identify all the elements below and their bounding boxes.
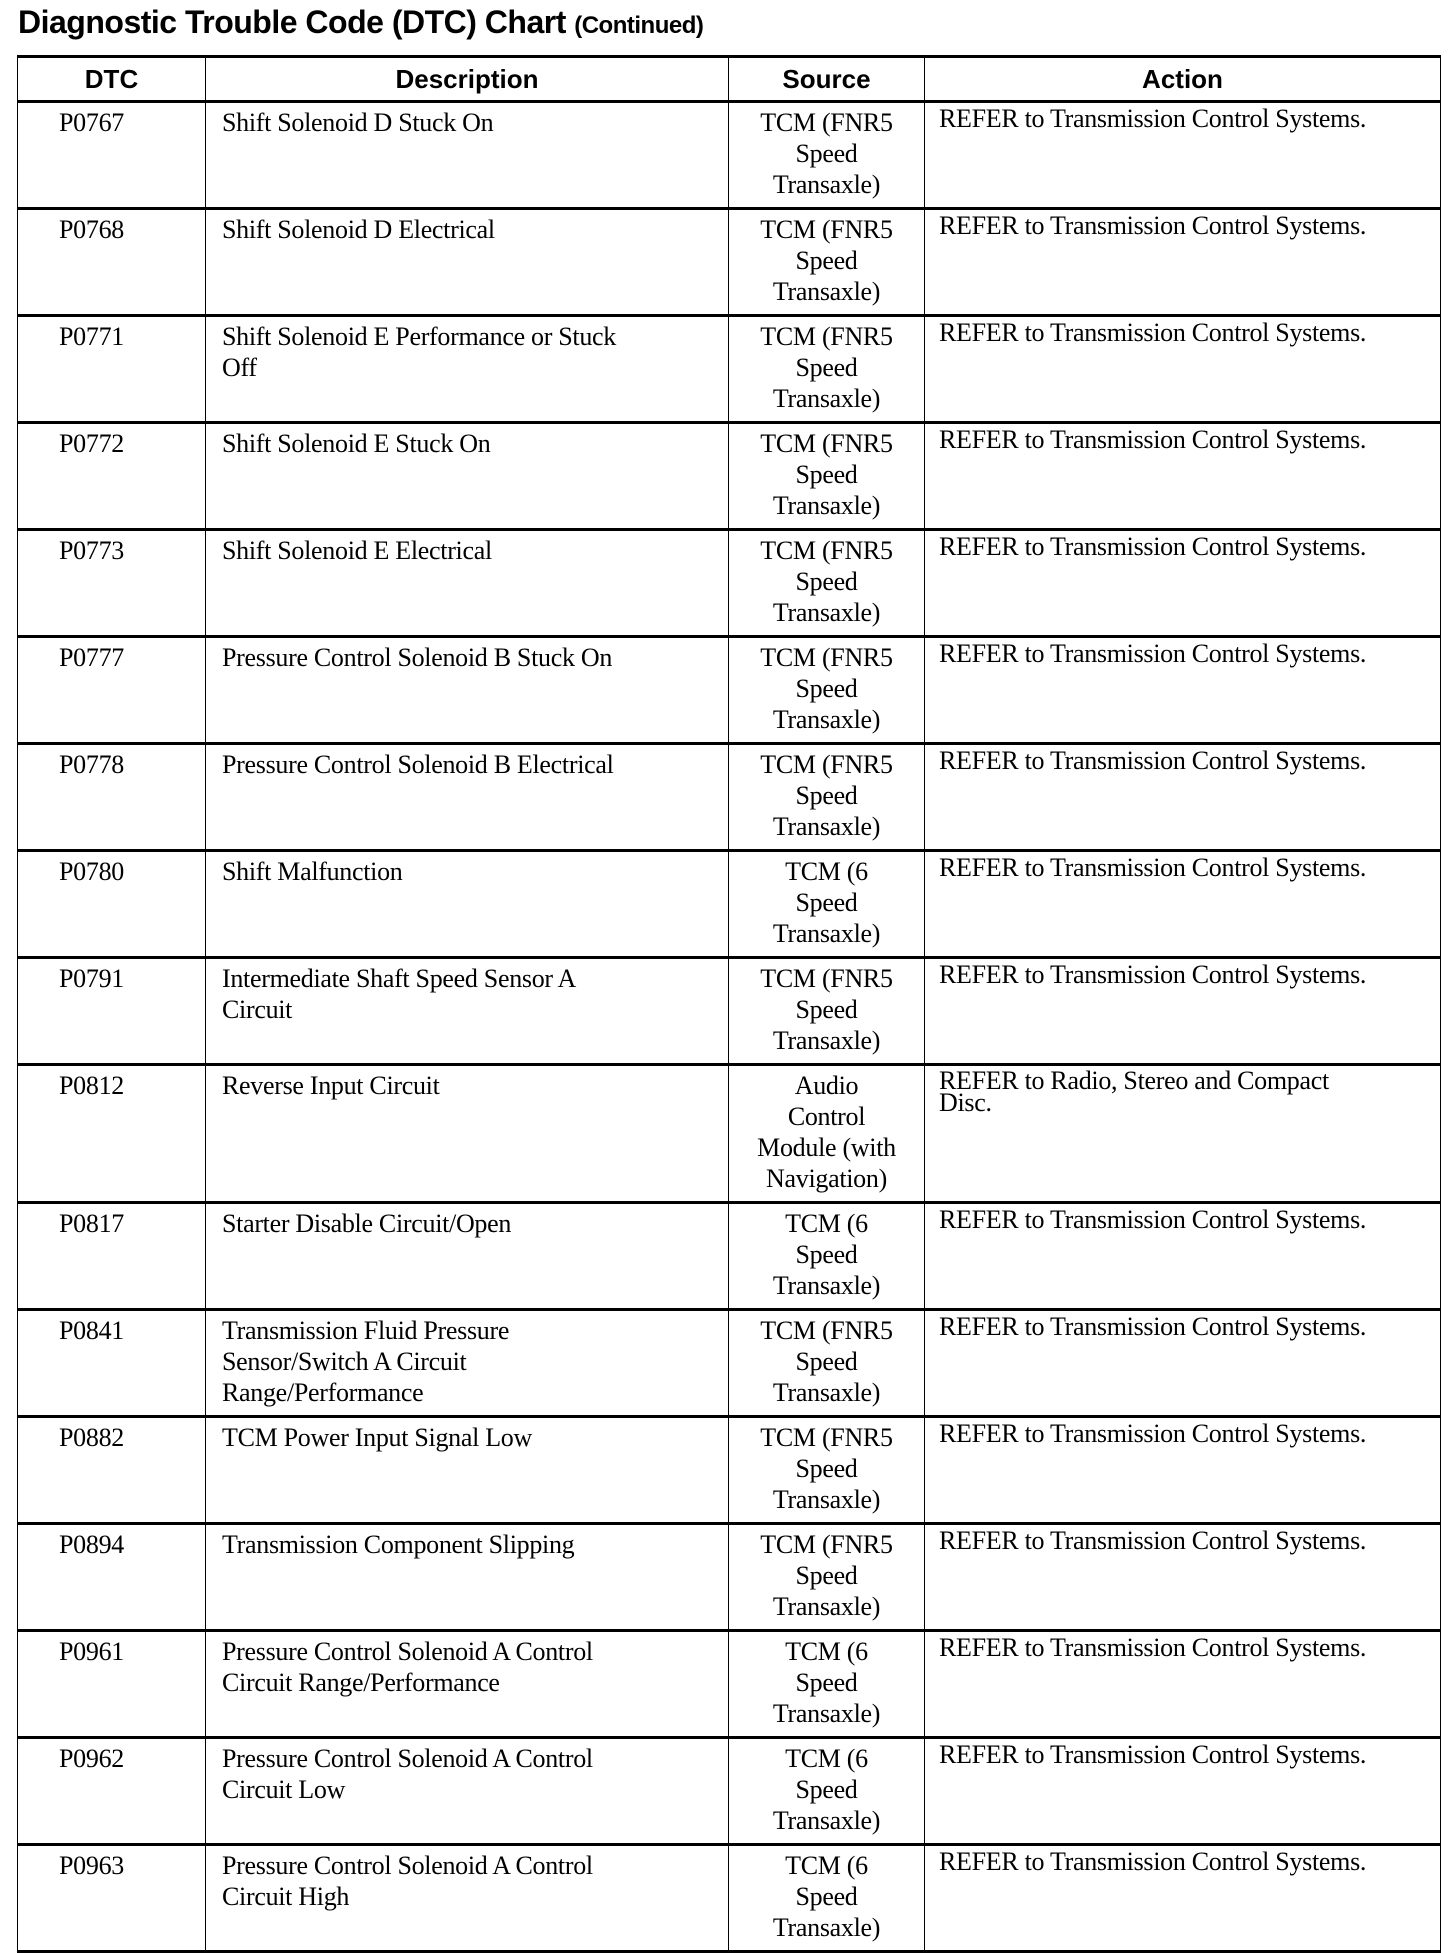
dtc-cell: P0767 (18, 102, 206, 209)
dtc-cell: P0778 (18, 744, 206, 851)
description-cell: Starter Disable Circuit/Open (206, 1203, 729, 1310)
source-cell: TCM (6 Speed Transaxle) (729, 1738, 925, 1845)
source-cell: TCM (FNR5 Speed Transaxle) (729, 637, 925, 744)
description-cell: Shift Solenoid D Stuck On (206, 102, 729, 209)
action-cell: REFER to Transmission Control Systems. (925, 744, 1441, 851)
dtc-cell: P0961 (18, 1631, 206, 1738)
dtc-cell: P0773 (18, 530, 206, 637)
header-description: Description (206, 57, 729, 102)
description-cell: Shift Solenoid E Stuck On (206, 423, 729, 530)
source-cell: TCM (FNR5 Speed Transaxle) (729, 958, 925, 1065)
source-cell: TCM (FNR5 Speed Transaxle) (729, 1524, 925, 1631)
source-cell: TCM (FNR5 Speed Transaxle) (729, 1417, 925, 1524)
action-cell: REFER to Transmission Control Systems. (925, 851, 1441, 958)
table-row (18, 1845, 1441, 1952)
title-text: Diagnostic Trouble Code (DTC) Chart (18, 4, 566, 40)
table-row (18, 1065, 1441, 1203)
action-cell: REFER to Transmission Control Systems. (925, 958, 1441, 1065)
dtc-cell: P0894 (18, 1524, 206, 1631)
table-row (18, 1631, 1441, 1738)
action-cell: REFER to Transmission Control Systems. (925, 423, 1441, 530)
source-cell: TCM (FNR5 Speed Transaxle) (729, 209, 925, 316)
header-source: Source (729, 57, 925, 102)
source-cell: TCM (FNR5 Speed Transaxle) (729, 744, 925, 851)
description-cell: Pressure Control Solenoid A Control Circuit Low (206, 1738, 729, 1845)
dtc-cell: P0768 (18, 209, 206, 316)
table-row (18, 958, 1441, 1065)
description-cell: Pressure Control Solenoid B Electrical (206, 744, 729, 851)
description-cell: Transmission Fluid Pressure Sensor/Switch A Circuit Range/Performance (206, 1310, 729, 1417)
dtc-cell: P0780 (18, 851, 206, 958)
action-cell: REFER to Transmission Control Systems. (925, 1524, 1441, 1631)
header-dtc: DTC (18, 57, 206, 102)
action-cell: REFER to Transmission Control Systems. (925, 1203, 1441, 1310)
page-title (18, 4, 703, 41)
description-cell: Shift Solenoid E Electrical (206, 530, 729, 637)
description-cell: Reverse Input Circuit (206, 1065, 729, 1203)
table-row (18, 744, 1441, 851)
table-row (18, 102, 1441, 209)
source-cell: TCM (FNR5 Speed Transaxle) (729, 530, 925, 637)
dtc-cell: P0841 (18, 1310, 206, 1417)
source-cell: TCM (6 Speed Transaxle) (729, 1845, 925, 1952)
description-cell: TCM Power Input Signal Low (206, 1417, 729, 1524)
action-cell: REFER to Transmission Control Systems. (925, 102, 1441, 209)
table-row (18, 1310, 1441, 1417)
description-cell: Shift Solenoid D Electrical (206, 209, 729, 316)
description-cell: Shift Solenoid E Performance or Stuck Off (206, 316, 729, 423)
table-row (18, 530, 1441, 637)
dtc-cell: P0777 (18, 637, 206, 744)
action-cell: REFER to Transmission Control Systems. (925, 209, 1441, 316)
table-row (18, 1738, 1441, 1845)
action-cell: REFER to Transmission Control Systems. (925, 1738, 1441, 1845)
source-cell: TCM (FNR5 Speed Transaxle) (729, 1310, 925, 1417)
header-action: Action (925, 57, 1441, 102)
source-cell: TCM (6 Speed Transaxle) (729, 851, 925, 958)
table-row (18, 1524, 1441, 1631)
dtc-table (17, 55, 1441, 1953)
description-cell: Pressure Control Solenoid A Control Circuit High (206, 1845, 729, 1952)
action-cell: REFER to Transmission Control Systems. (925, 1845, 1441, 1952)
action-cell: REFER to Transmission Control Systems. (925, 1417, 1441, 1524)
source-cell: Audio Control Module (with Navigation) (729, 1065, 925, 1203)
description-cell: Intermediate Shaft Speed Sensor A Circuit (206, 958, 729, 1065)
dtc-cell: P0812 (18, 1065, 206, 1203)
action-cell: REFER to Transmission Control Systems. (925, 1631, 1441, 1738)
action-cell: REFER to Transmission Control Systems. (925, 637, 1441, 744)
header-row (18, 57, 1441, 102)
action-cell: REFER to Transmission Control Systems. (925, 1310, 1441, 1417)
source-cell: TCM (FNR5 Speed Transaxle) (729, 316, 925, 423)
table-row (18, 423, 1441, 530)
description-cell: Pressure Control Solenoid B Stuck On (206, 637, 729, 744)
action-cell: REFER to Transmission Control Systems. (925, 316, 1441, 423)
description-cell: Transmission Component Slipping (206, 1524, 729, 1631)
source-cell: TCM (6 Speed Transaxle) (729, 1631, 925, 1738)
description-cell: Shift Malfunction (206, 851, 729, 958)
dtc-cell: P0772 (18, 423, 206, 530)
source-cell: TCM (FNR5 Speed Transaxle) (729, 102, 925, 209)
title-suffix: (Continued) (574, 12, 704, 39)
table-row (18, 851, 1441, 958)
dtc-cell: P0817 (18, 1203, 206, 1310)
table-row (18, 637, 1441, 744)
description-cell: Pressure Control Solenoid A Control Circuit Range/Performance (206, 1631, 729, 1738)
action-cell: REFER to Transmission Control Systems. (925, 530, 1441, 637)
action-cell: REFER to Radio, Stereo and Compact Disc. (925, 1065, 1441, 1203)
dtc-cell: P0962 (18, 1738, 206, 1845)
table-row (18, 209, 1441, 316)
table-row (18, 316, 1441, 423)
table-row (18, 1203, 1441, 1310)
dtc-cell: P0963 (18, 1845, 206, 1952)
source-cell: TCM (FNR5 Speed Transaxle) (729, 423, 925, 530)
source-cell: TCM (6 Speed Transaxle) (729, 1203, 925, 1310)
dtc-cell: P0882 (18, 1417, 206, 1524)
table-row (18, 1417, 1441, 1524)
dtc-cell: P0791 (18, 958, 206, 1065)
dtc-cell: P0771 (18, 316, 206, 423)
